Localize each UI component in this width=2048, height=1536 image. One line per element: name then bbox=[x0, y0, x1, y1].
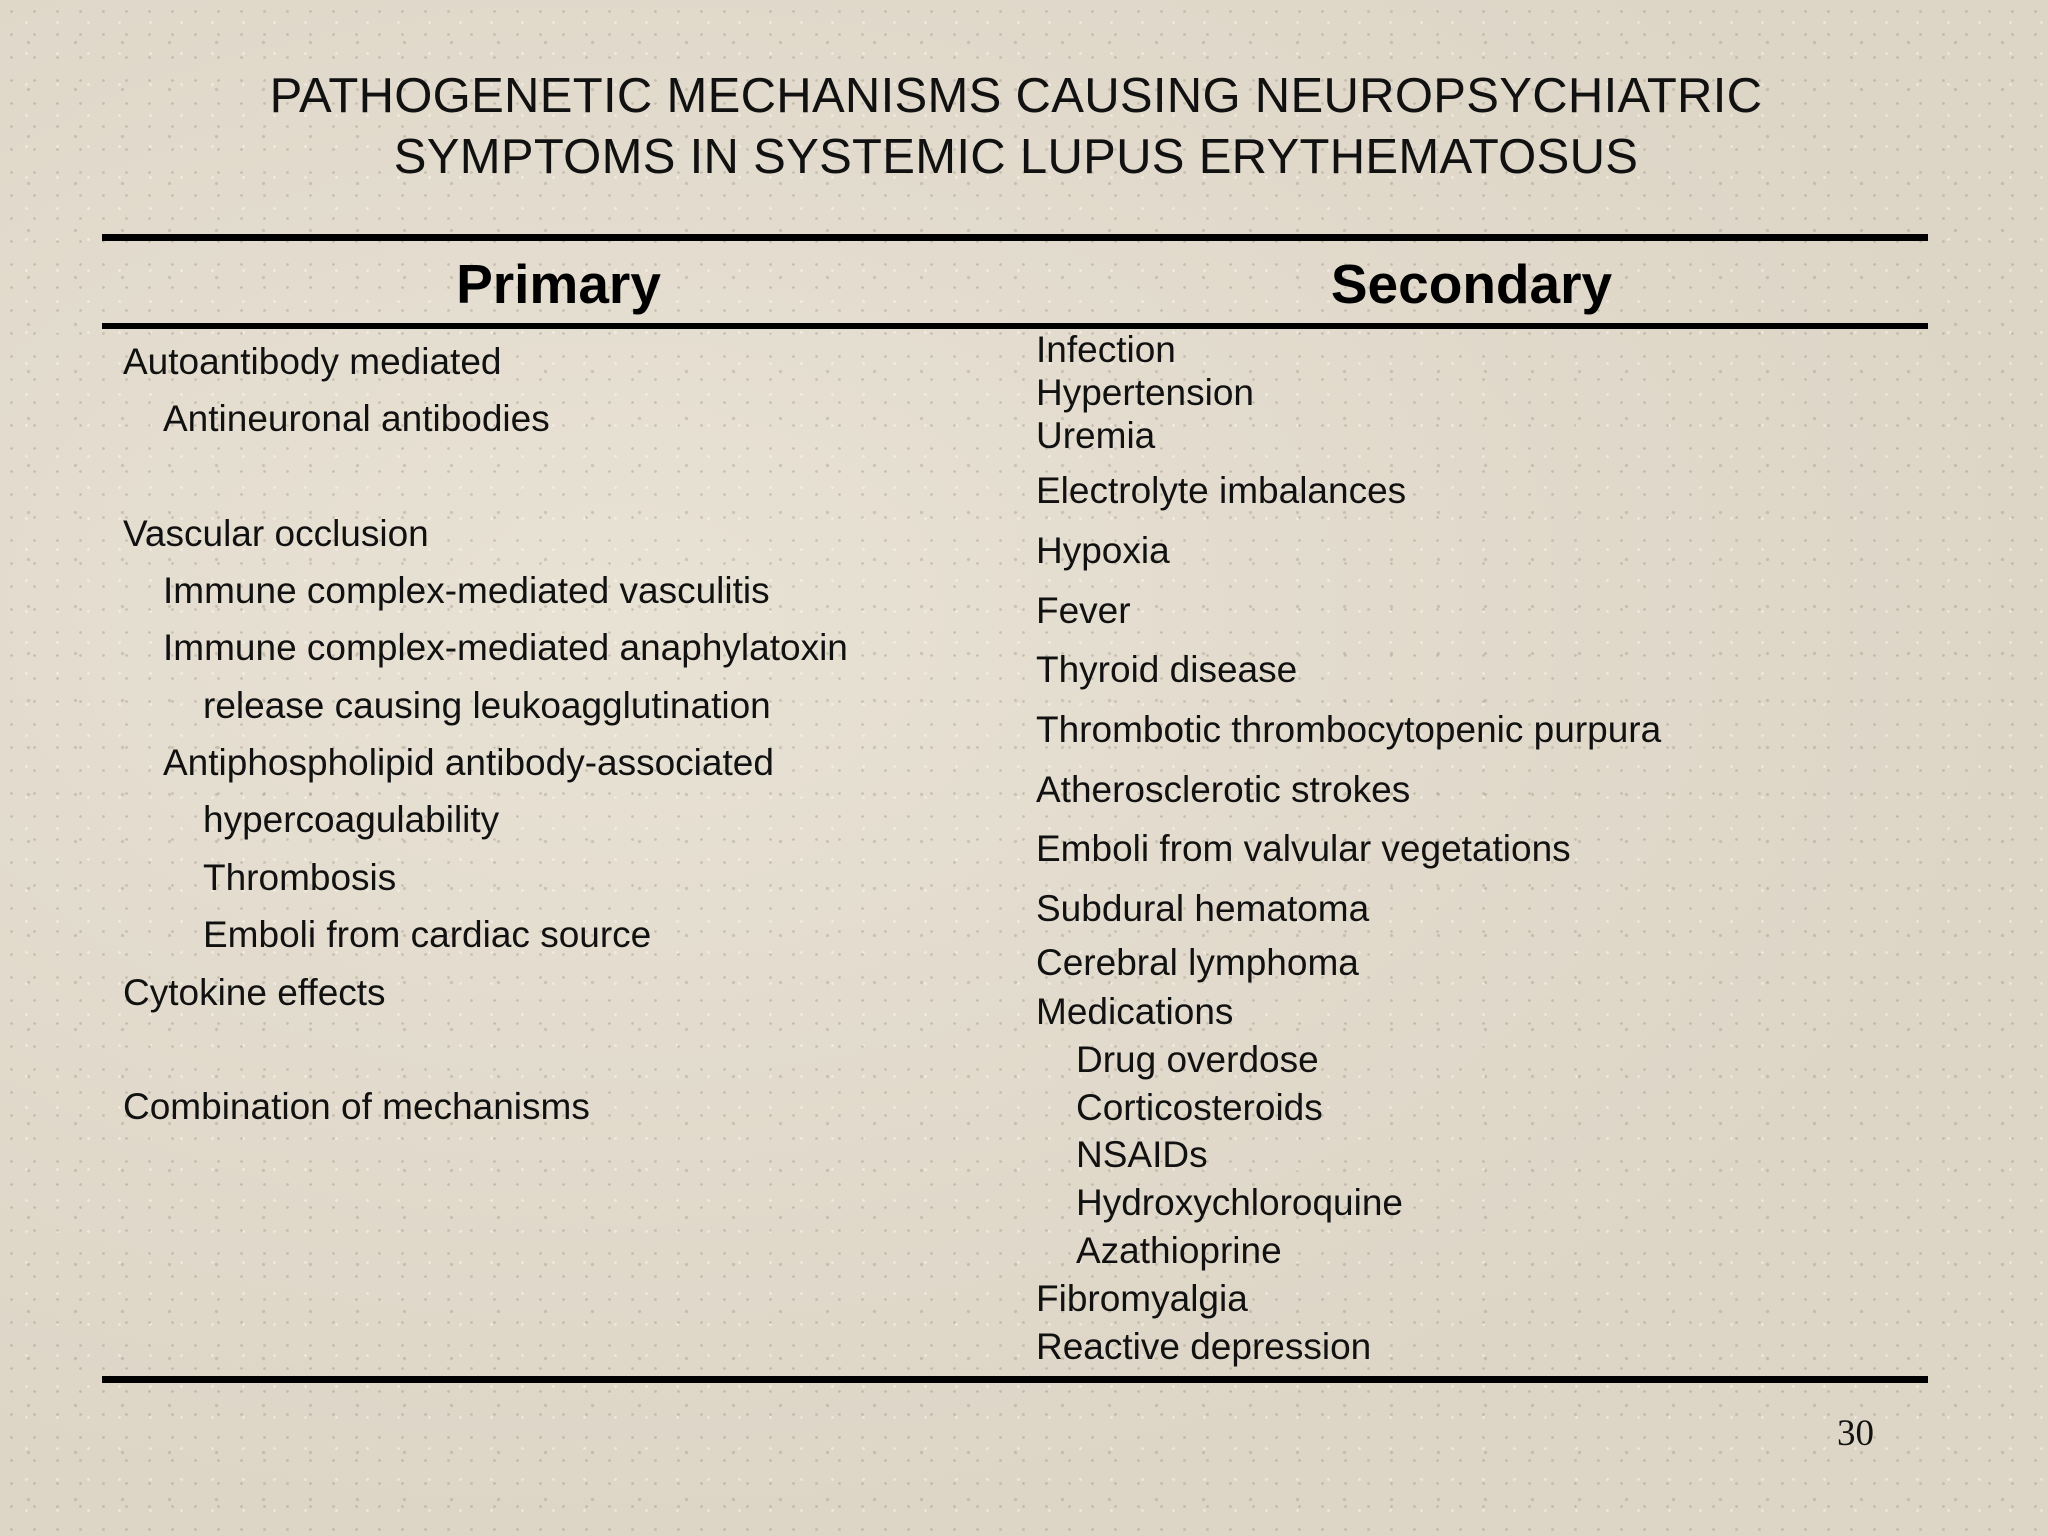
primary-sub-subitem: Emboli from cardiac source bbox=[203, 914, 652, 955]
secondary-item: Reactive depression bbox=[1036, 1326, 1372, 1367]
primary-subitem-continuation: release causing leukoagglutination bbox=[203, 685, 771, 726]
secondary-item: Hypoxia bbox=[1036, 530, 1170, 571]
page-number: 30 bbox=[1837, 1413, 1874, 1454]
secondary-item: Fever bbox=[1036, 590, 1131, 631]
secondary-item: Hypertension bbox=[1036, 372, 1255, 413]
secondary-item: Infection bbox=[1036, 329, 1176, 370]
secondary-item: Atherosclerotic strokes bbox=[1036, 769, 1411, 810]
secondary-subitem: Hydroxychloroquine bbox=[1076, 1182, 1404, 1223]
table-top-rule bbox=[102, 234, 1928, 241]
primary-item: Vascular occlusion bbox=[123, 513, 429, 554]
primary-column-header: Primary bbox=[456, 253, 661, 315]
table-header-rule bbox=[102, 323, 1928, 329]
primary-subitem: Immune complex-mediated vasculitis bbox=[163, 570, 770, 611]
secondary-item: Fibromyalgia bbox=[1036, 1278, 1248, 1319]
primary-subitem: Antiphospholipid antibody-associated bbox=[163, 742, 774, 783]
secondary-item: Emboli from valvular vegetations bbox=[1036, 828, 1571, 869]
primary-item: Combination of mechanisms bbox=[123, 1086, 590, 1127]
table-bottom-rule bbox=[102, 1376, 1928, 1383]
primary-subitem-continuation: hypercoagulability bbox=[203, 799, 500, 840]
primary-item: Autoantibody mediated bbox=[123, 341, 502, 382]
primary-subitem: Immune complex-mediated anaphylatoxin bbox=[163, 627, 848, 668]
slide-title-line-1: PATHOGENETIC MECHANISMS CAUSING NEUROPSYCHIATRIC bbox=[269, 69, 1763, 123]
secondary-item: Subdural hematoma bbox=[1036, 888, 1370, 929]
secondary-item: Thrombotic thrombocytopenic purpura bbox=[1036, 709, 1662, 750]
primary-subitem: Antineuronal antibodies bbox=[163, 398, 550, 439]
primary-item: Cytokine effects bbox=[123, 972, 386, 1013]
secondary-item: Electrolyte imbalances bbox=[1036, 470, 1407, 511]
primary-sub-subitem: Thrombosis bbox=[203, 857, 397, 898]
slide-title-line-2: SYMPTOMS IN SYSTEMIC LUPUS ERYTHEMATOSUS bbox=[393, 130, 1639, 184]
secondary-subitem: Azathioprine bbox=[1076, 1230, 1282, 1271]
secondary-column-header: Secondary bbox=[1330, 253, 1613, 315]
secondary-item: Thyroid disease bbox=[1036, 649, 1298, 690]
secondary-item: Uremia bbox=[1036, 415, 1156, 456]
slide-title bbox=[0, 66, 2032, 188]
secondary-subitem: Drug overdose bbox=[1076, 1039, 1319, 1080]
secondary-item: Medications bbox=[1036, 991, 1234, 1032]
secondary-subitem: NSAIDs bbox=[1076, 1134, 1208, 1175]
secondary-subitem: Corticosteroids bbox=[1076, 1087, 1323, 1128]
secondary-item: Cerebral lymphoma bbox=[1036, 942, 1359, 983]
